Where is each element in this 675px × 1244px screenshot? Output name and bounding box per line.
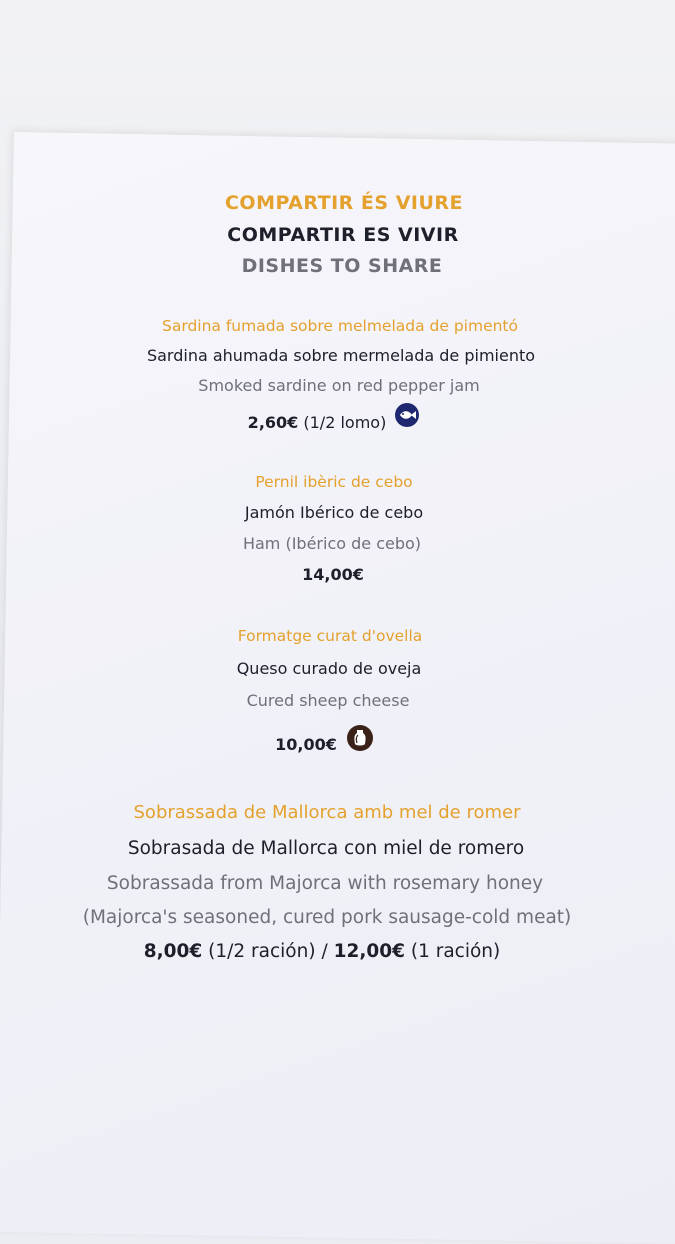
item-3-catalan: Formatge curat d'ovella xyxy=(237,627,423,645)
item-4-price-half-note: (1/2 ración) xyxy=(208,941,316,962)
item-1-price-note: (1/2 lomo) xyxy=(303,413,387,432)
item-4-price-full: 12,00€ xyxy=(333,941,405,962)
item-3-price-value: 10,00€ xyxy=(275,735,337,754)
item-4-price-separator: / xyxy=(321,941,328,962)
item-4-catalan: Sobrassada de Mallorca amb mel de romer xyxy=(133,802,521,823)
title-catalan: COMPARTIR ÉS VIURE xyxy=(224,192,464,214)
fish-icon xyxy=(395,403,419,427)
item-3-price xyxy=(275,735,337,754)
milk-icon xyxy=(347,725,373,751)
item-1-catalan: Sardina fumada sobre melmelada de pimentó xyxy=(162,317,518,335)
item-1-price xyxy=(248,413,387,432)
item-3-spanish: Queso curado de oveja xyxy=(236,659,422,678)
item-2-english: Ham (Ibérico de cebo) xyxy=(242,534,422,553)
item-2-price xyxy=(302,565,364,584)
item-3-english: Cured sheep cheese xyxy=(246,691,410,710)
item-4-price xyxy=(144,941,501,962)
item-4-english-note: (Majorca's seasoned, cured pork sausage-cold meat) xyxy=(82,907,572,928)
item-1-spanish: Sardina ahumada sobre mermelada de pimiento xyxy=(146,346,536,365)
title-spanish: COMPARTIR ES VIVIR xyxy=(227,224,459,246)
item-2-price-value: 14,00€ xyxy=(302,565,364,584)
item-1-english: Smoked sardine on red pepper jam xyxy=(198,376,480,395)
item-1-price-value: 2,60€ xyxy=(247,413,299,432)
item-2-spanish: Jamón Ibérico de cebo xyxy=(244,503,424,522)
item-4-price-full-note: (1 ración) xyxy=(410,941,501,962)
item-4-price-half: 8,00€ xyxy=(143,941,203,962)
item-2-catalan: Pernil ibèric de cebo xyxy=(255,473,413,491)
title-english: DISHES TO SHARE xyxy=(241,255,443,277)
item-4-english: Sobrassada from Majorca with rosemary honey xyxy=(106,873,544,894)
item-4-spanish: Sobrasada de Mallorca con miel de romero xyxy=(127,838,525,859)
